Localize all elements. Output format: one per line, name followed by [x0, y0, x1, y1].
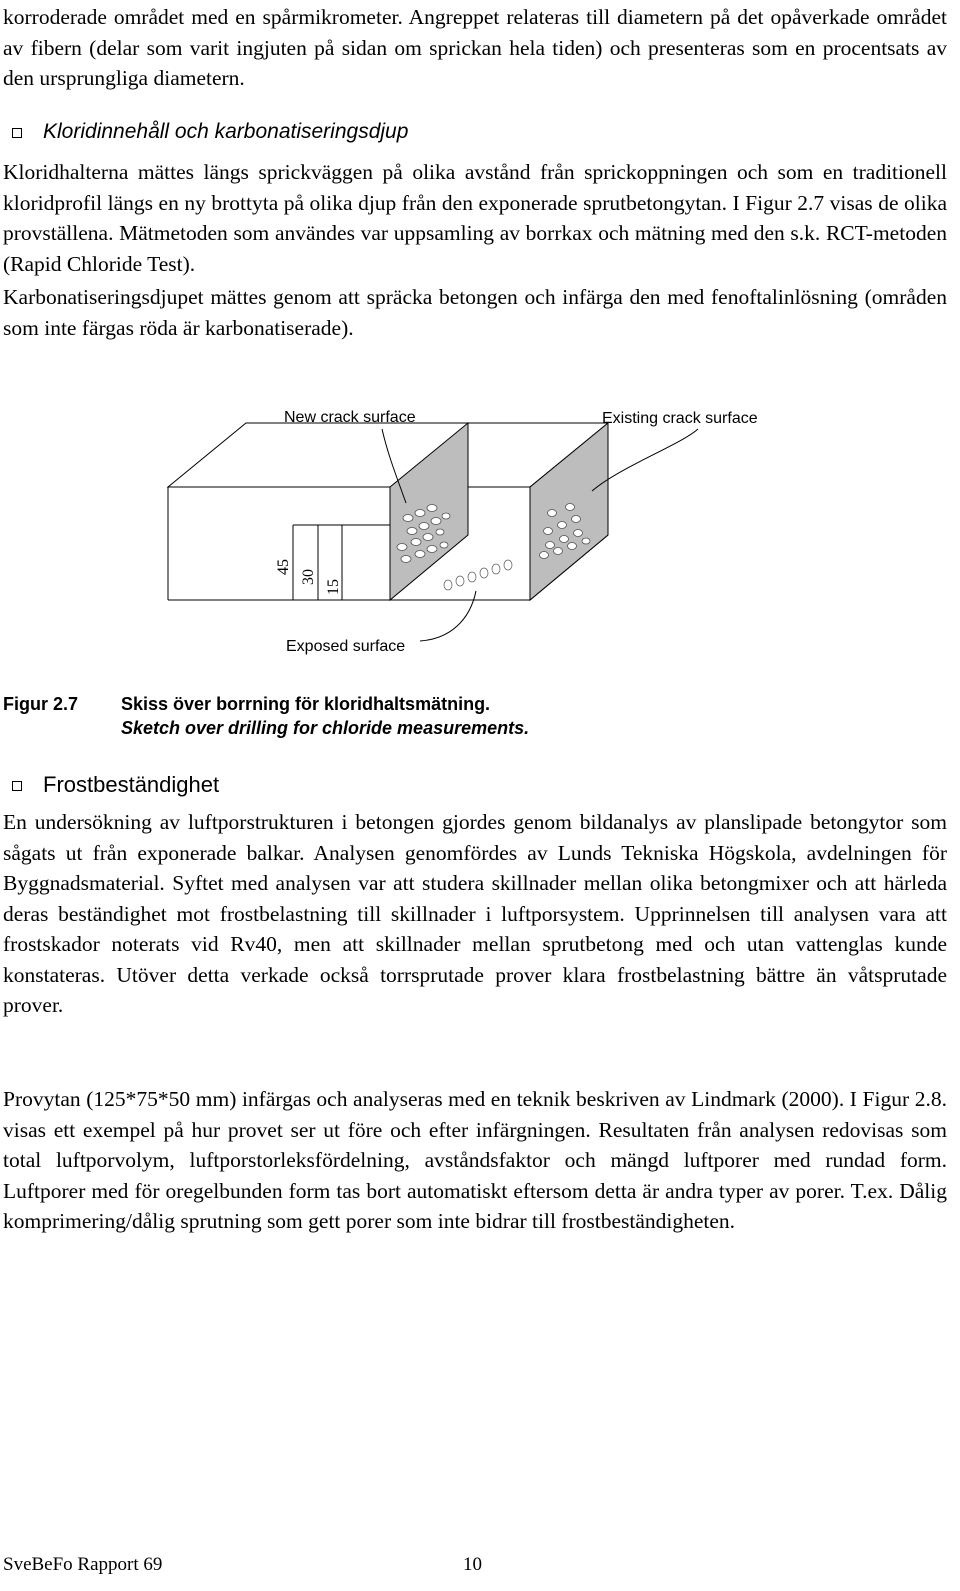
depth-label-30: 30 [300, 569, 317, 585]
existing-crack-face [530, 423, 608, 600]
caption-label: Figur 2.7 [3, 694, 79, 714]
checkbox-bullet-icon [12, 781, 22, 791]
footer-report-name: SveBeFo Rapport 69 [3, 1554, 163, 1575]
drilling-sketch-figure [150, 395, 810, 667]
label-exposed-surface: Exposed surface [286, 638, 406, 655]
section-heading-text: Kloridinnehåll och karbonatiseringsdjup [43, 120, 409, 143]
drill-holes-exposed-surface [444, 560, 512, 590]
frost-paragraph-1: En undersökning av luftporstrukturen i betongen gjordes genom bildanalys av planslipade betongytor som sågats ut från exponerade balkar. Analysen genomfördes av Lunds Tekniska Högskola, avdelningen för Byggnadsmaterial. Syftet med analysen var att studera skillnader mellan olika betongmixer och att härleda deras beständighet mot frostbelastning till skillnader i luftporsystem. Upprinnelsen till analysen vara att frostskador noterats vid Rv40, men att skillnader mellan sprutbetong med och utan vattenglas kunde konstateras. Utöver detta verkade också torrsprutade prover klara frostbelastning bättre än våtsprutade prover. [3, 810, 947, 1017]
drilling-sketch-svg [150, 395, 810, 667]
section-heading-text: Frostbeständighet [43, 772, 220, 797]
footer-page-number: 10 [463, 1554, 482, 1575]
depth-label-45: 45 [275, 559, 292, 575]
chloride-paragraph: Kloridhalterna mättes längs sprickväggen på olika avstånd från sprickoppningen och som en traditionell kloridprofil längs en ny brottyta på olika djup från den exponerade sprutbetongytan. I Figur 2.7 visas de olika provställena. Mätmetoden som användes var uppsamling av borrkax och mätning med den s.k. RCT-metoden (Rapid Chloride Test). [3, 160, 947, 276]
caption-swedish: Skiss över borrning för kloridhaltsmätning. [121, 694, 491, 714]
frost-paragraph-2: Provytan (125*75*50 mm) infärgas och analyseras med en teknik beskriven av Lindmark (2000). I Figur 2.8. visas ett exempel på hur provet ser ut före och efter infärgningen. Resultaten från analysen redovisas som total luftporvolym, luftporstorleksfördelning, avståndsfaktor och mängd luftporer med rundad form. Luftporer med för oregelbunden form tas bort automatiskt eftersom detta är andra typer av porer. T.ex. Dålig komprimering/dålig sprutning som gett porer som inte bidrar till frostbeständigheten. [3, 1087, 947, 1233]
new-crack-face [390, 423, 468, 600]
section-heading-chloride [12, 119, 408, 145]
checkbox-bullet-icon [12, 128, 22, 138]
label-new-crack-surface: New crack surface [284, 409, 416, 426]
intro-paragraph: korroderade området med en spårmikrometer. Angreppet relateras till diametern på det opåverkade området av fibern (delar som varit ingjuten på sidan om sprickan hela tiden) och presenteras som en procentsats av den ursprungliga diametern. [3, 5, 947, 90]
caption-english: Sketch over drilling for chloride measurements. [121, 718, 530, 738]
carbonation-paragraph: Karbonatiseringsdjupet mättes genom att spräcka betongen och infärga den med fenoftalinlösning (områden som inte färgas röda är karbonatiserade). [3, 285, 947, 340]
label-existing-crack-surface: Existing crack surface [602, 410, 758, 427]
section-heading-frost [12, 772, 219, 798]
depth-label-15: 15 [325, 579, 342, 595]
